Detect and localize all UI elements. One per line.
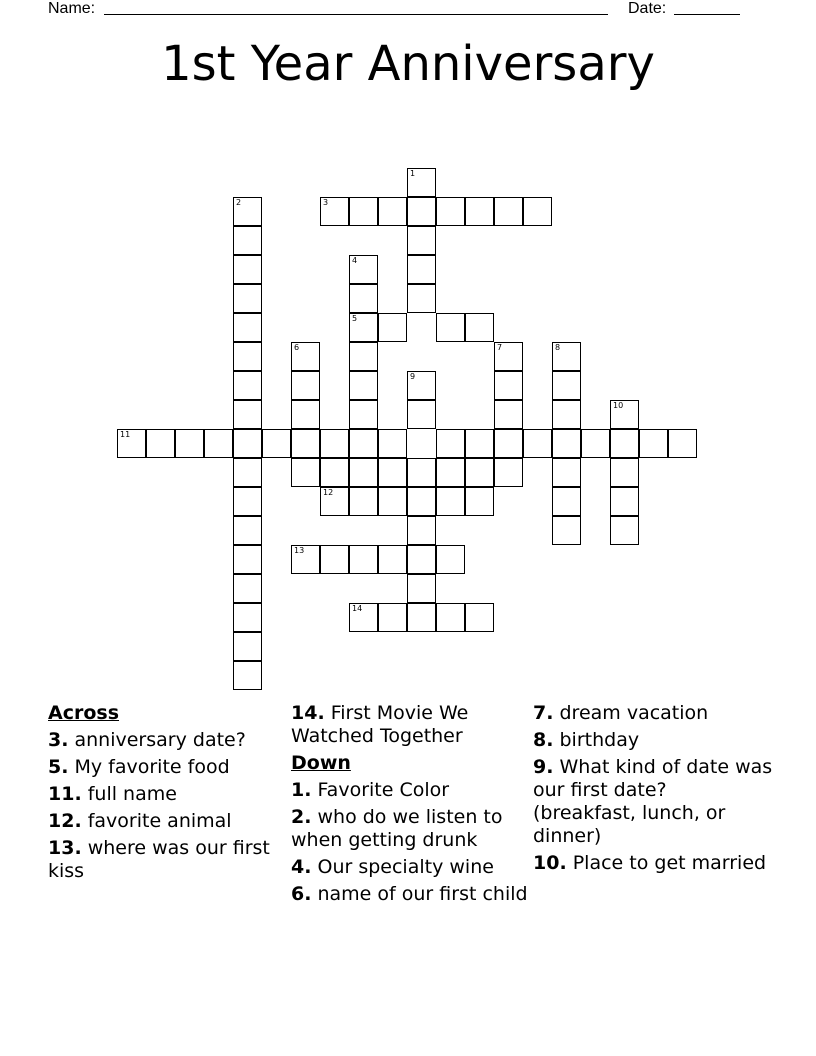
grid-cell[interactable] bbox=[407, 603, 436, 632]
clues-section bbox=[0, 702, 816, 1002]
clue-number: 6 bbox=[294, 343, 300, 352]
clue-item bbox=[48, 729, 288, 752]
clues-column-2 bbox=[291, 702, 531, 910]
grid-cell[interactable] bbox=[262, 429, 291, 458]
header-line bbox=[48, 0, 748, 20]
grid-cell[interactable] bbox=[349, 603, 378, 632]
grid-cell[interactable] bbox=[494, 458, 523, 487]
grid-cell[interactable] bbox=[378, 313, 407, 342]
grid-cell[interactable] bbox=[349, 429, 378, 458]
grid-cell[interactable] bbox=[407, 226, 436, 255]
grid-cell[interactable] bbox=[552, 516, 581, 545]
grid-cell[interactable] bbox=[407, 255, 436, 284]
grid-cell[interactable] bbox=[552, 487, 581, 516]
date-label: Date: bbox=[628, 0, 667, 17]
grid-cell[interactable] bbox=[610, 516, 639, 545]
grid-cell[interactable] bbox=[436, 458, 465, 487]
grid-cell[interactable] bbox=[117, 429, 146, 458]
grid-cell[interactable] bbox=[233, 603, 262, 632]
grid-cell[interactable] bbox=[320, 545, 349, 574]
clues-column-1 bbox=[48, 702, 288, 887]
grid-cell[interactable] bbox=[204, 429, 233, 458]
grid-cell[interactable] bbox=[233, 313, 262, 342]
clue-item bbox=[291, 779, 531, 802]
name-label: Name: bbox=[48, 0, 96, 17]
clue-item bbox=[533, 852, 773, 875]
clue-item-text: Favorite Color bbox=[311, 779, 450, 801]
grid-cell[interactable] bbox=[349, 371, 378, 400]
grid-cell[interactable] bbox=[465, 313, 494, 342]
grid-cell[interactable] bbox=[233, 661, 262, 690]
grid-cell[interactable] bbox=[349, 342, 378, 371]
grid-cell[interactable] bbox=[494, 371, 523, 400]
grid-cell[interactable] bbox=[378, 458, 407, 487]
clue-number: 10 bbox=[613, 401, 624, 410]
grid-cell[interactable] bbox=[523, 429, 552, 458]
clue-item-text: anniversary date? bbox=[68, 729, 246, 751]
grid-cell[interactable] bbox=[349, 487, 378, 516]
grid-cell[interactable] bbox=[233, 458, 262, 487]
clue-number: 4 bbox=[352, 256, 358, 265]
page-title: 1st Year Anniversary bbox=[161, 36, 655, 92]
across-heading: Across bbox=[48, 702, 120, 724]
clue-item-text: Place to get married bbox=[566, 852, 767, 874]
grid-cell[interactable] bbox=[349, 313, 378, 342]
grid-cell[interactable] bbox=[610, 429, 639, 458]
grid-cell[interactable] bbox=[233, 342, 262, 371]
grid-cell[interactable] bbox=[233, 197, 262, 226]
grid-cell[interactable] bbox=[610, 458, 639, 487]
grid-cell[interactable] bbox=[436, 603, 465, 632]
clue-item-text: name of our first child bbox=[311, 883, 528, 905]
clue-number: 3 bbox=[323, 198, 329, 207]
clue-item-number: 11. bbox=[48, 783, 82, 805]
grid-cell[interactable] bbox=[494, 197, 523, 226]
grid-cell[interactable] bbox=[465, 487, 494, 516]
grid-cell[interactable] bbox=[349, 197, 378, 226]
grid-cell[interactable] bbox=[407, 545, 436, 574]
clue-number: 2 bbox=[236, 198, 242, 207]
grid-cell[interactable] bbox=[349, 284, 378, 313]
grid-cell[interactable] bbox=[581, 429, 610, 458]
grid-cell[interactable] bbox=[465, 197, 494, 226]
grid-cell[interactable] bbox=[639, 429, 668, 458]
grid-cell[interactable] bbox=[349, 458, 378, 487]
clue-item bbox=[533, 756, 773, 848]
grid-cell[interactable] bbox=[407, 284, 436, 313]
grid-cell[interactable] bbox=[523, 197, 552, 226]
clue-item-number: 7. bbox=[533, 702, 554, 724]
clue-number: 9 bbox=[410, 372, 416, 381]
grid-cell[interactable] bbox=[233, 545, 262, 574]
clue-item bbox=[48, 837, 288, 883]
grid-cell[interactable] bbox=[233, 574, 262, 603]
clue-item bbox=[48, 810, 288, 833]
clue-item bbox=[48, 783, 288, 806]
clue-item-text: full name bbox=[81, 783, 177, 805]
across-clue-list bbox=[48, 729, 288, 883]
grid-cell[interactable] bbox=[233, 255, 262, 284]
clues-column-3 bbox=[533, 702, 773, 879]
grid-cell[interactable] bbox=[465, 458, 494, 487]
grid-cell[interactable] bbox=[349, 400, 378, 429]
grid-cell[interactable] bbox=[436, 487, 465, 516]
clue-item-text: where was our first kiss bbox=[48, 837, 270, 882]
down-heading: Down bbox=[291, 752, 351, 774]
date-field[interactable] bbox=[674, 14, 740, 15]
grid-cell[interactable] bbox=[407, 197, 436, 226]
grid-cell[interactable] bbox=[320, 429, 349, 458]
clue-item-number: 4. bbox=[291, 856, 312, 878]
grid-cell[interactable] bbox=[407, 168, 436, 197]
grid-cell[interactable] bbox=[407, 400, 436, 429]
grid-cell[interactable] bbox=[233, 487, 262, 516]
clue-number: 8 bbox=[555, 343, 561, 352]
grid-cell[interactable] bbox=[378, 429, 407, 458]
clue-item-text: dream vacation bbox=[553, 702, 709, 724]
grid-cell[interactable] bbox=[291, 458, 320, 487]
clue-item bbox=[291, 856, 531, 879]
grid-cell[interactable] bbox=[291, 371, 320, 400]
grid-cell[interactable] bbox=[552, 400, 581, 429]
grid-cell[interactable] bbox=[407, 458, 436, 487]
grid-cell[interactable] bbox=[233, 371, 262, 400]
grid-cell[interactable] bbox=[610, 487, 639, 516]
grid-cell[interactable] bbox=[233, 284, 262, 313]
clue-item-number: 2. bbox=[291, 806, 312, 828]
grid-cell[interactable] bbox=[378, 603, 407, 632]
grid-cell[interactable] bbox=[320, 197, 349, 226]
grid-cell[interactable] bbox=[436, 545, 465, 574]
grid-cell[interactable] bbox=[291, 429, 320, 458]
grid-cell[interactable] bbox=[378, 487, 407, 516]
grid-cell[interactable] bbox=[233, 429, 262, 458]
grid-cell[interactable] bbox=[494, 429, 523, 458]
grid-cell[interactable] bbox=[175, 429, 204, 458]
grid-cell[interactable] bbox=[436, 429, 465, 458]
clue-item-number: 13. bbox=[48, 837, 82, 859]
grid-cell[interactable] bbox=[552, 458, 581, 487]
grid-cell[interactable] bbox=[610, 400, 639, 429]
clue-number: 7 bbox=[497, 343, 503, 352]
clue-item-number: 9. bbox=[533, 756, 554, 778]
grid-cell[interactable] bbox=[407, 574, 436, 603]
grid-cell[interactable] bbox=[291, 342, 320, 371]
across-clue-list-continued bbox=[291, 702, 531, 748]
clue-item-number: 12. bbox=[48, 810, 82, 832]
clue-item-number: 6. bbox=[291, 883, 312, 905]
grid-cell[interactable] bbox=[465, 429, 494, 458]
clue-item-text: First Movie We Watched Together bbox=[291, 702, 469, 747]
clue-number: 12 bbox=[323, 488, 334, 497]
clue-item-number: 1. bbox=[291, 779, 312, 801]
grid-cell[interactable] bbox=[407, 371, 436, 400]
grid-cell[interactable] bbox=[233, 400, 262, 429]
grid-cell[interactable] bbox=[349, 255, 378, 284]
clue-item-text: who do we listen to when getting drunk bbox=[291, 806, 503, 851]
grid-cell[interactable] bbox=[291, 400, 320, 429]
grid-cell[interactable] bbox=[320, 487, 349, 516]
clue-item-text: favorite animal bbox=[81, 810, 232, 832]
grid-cell[interactable] bbox=[378, 545, 407, 574]
clue-item bbox=[533, 702, 773, 725]
grid-cell[interactable] bbox=[552, 429, 581, 458]
clue-number: 1 bbox=[410, 169, 416, 178]
clue-item-text: What kind of date was our first date? (breakfast, lunch, or dinner) bbox=[533, 756, 773, 847]
clue-item-text: My favorite food bbox=[68, 756, 230, 778]
clue-item-number: 14. bbox=[291, 702, 325, 724]
clue-item-number: 10. bbox=[533, 852, 567, 874]
clue-number: 14 bbox=[352, 604, 363, 613]
clue-item-number: 3. bbox=[48, 729, 69, 751]
clue-item bbox=[291, 702, 531, 748]
clue-item bbox=[291, 883, 531, 906]
grid-cell[interactable] bbox=[552, 342, 581, 371]
grid-cell[interactable] bbox=[291, 545, 320, 574]
grid-cell[interactable] bbox=[494, 342, 523, 371]
grid-cell[interactable] bbox=[407, 487, 436, 516]
grid-cell[interactable] bbox=[407, 516, 436, 545]
grid-cell[interactable] bbox=[349, 545, 378, 574]
grid-cell[interactable] bbox=[465, 603, 494, 632]
grid-cell[interactable] bbox=[146, 429, 175, 458]
clue-item-text: Our specialty wine bbox=[311, 856, 494, 878]
grid-cell[interactable] bbox=[436, 197, 465, 226]
clue-item bbox=[48, 756, 288, 779]
grid-cell[interactable] bbox=[320, 458, 349, 487]
grid-cell[interactable] bbox=[233, 632, 262, 661]
grid-cell[interactable] bbox=[233, 226, 262, 255]
clue-item bbox=[291, 806, 531, 852]
clue-item-number: 5. bbox=[48, 756, 69, 778]
clue-number: 5 bbox=[352, 314, 358, 323]
clue-number: 11 bbox=[120, 430, 131, 439]
clue-item-text: birthday bbox=[553, 729, 640, 751]
clue-item-number: 8. bbox=[533, 729, 554, 751]
grid-cell[interactable] bbox=[233, 516, 262, 545]
name-field[interactable] bbox=[104, 14, 608, 15]
grid-cell[interactable] bbox=[552, 371, 581, 400]
grid-cell[interactable] bbox=[494, 400, 523, 429]
clue-item bbox=[533, 729, 773, 752]
down-clue-list bbox=[291, 779, 531, 906]
clue-number: 13 bbox=[294, 546, 305, 555]
down-clue-list-continued bbox=[533, 702, 773, 875]
grid-cell[interactable] bbox=[668, 429, 697, 458]
grid-cell[interactable] bbox=[378, 197, 407, 226]
grid-cell[interactable] bbox=[436, 313, 465, 342]
